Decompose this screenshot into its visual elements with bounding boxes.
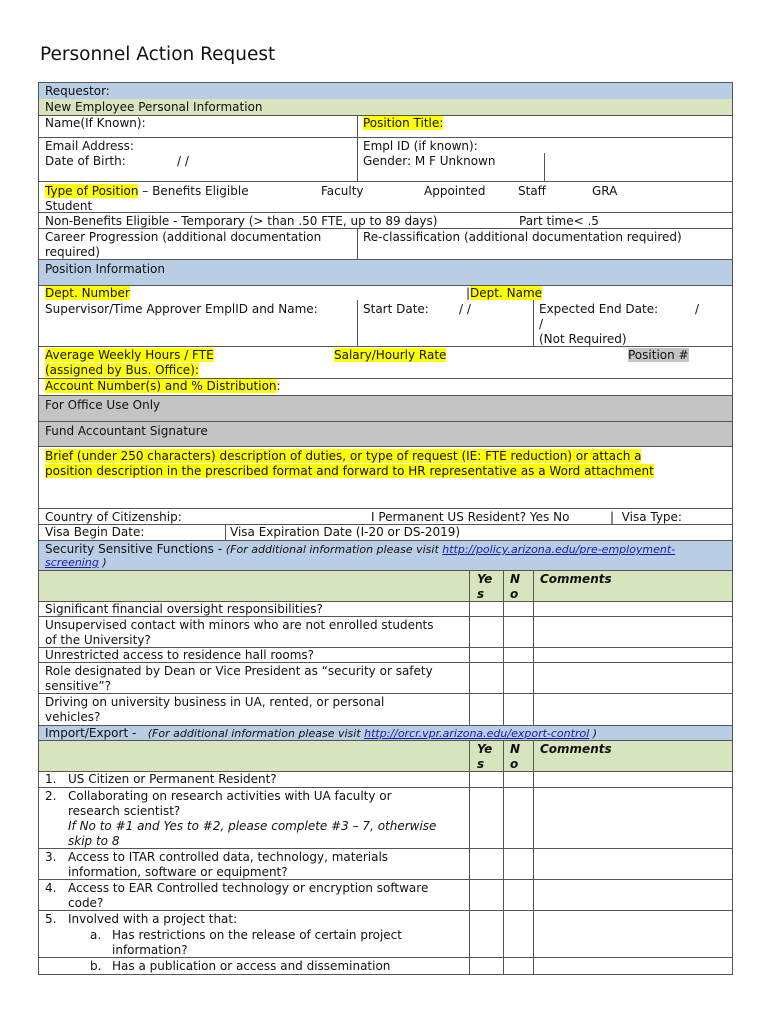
email-label: Email Address: bbox=[45, 139, 134, 153]
ie-col-yes: Ye bbox=[477, 742, 493, 756]
table-row-cont: vehicles? bbox=[45, 710, 101, 724]
fund-accountant-label: Fund Accountant Signature bbox=[45, 424, 208, 438]
ie-close: ) bbox=[589, 727, 598, 740]
ssf-col-comments: Comments bbox=[540, 572, 612, 586]
ie-item-4-number: 4. bbox=[45, 881, 57, 895]
empl-id-label: Empl ID (if known): bbox=[363, 139, 478, 153]
table-row: Unrestricted access to residence hall rooms? bbox=[45, 648, 315, 662]
position-info-heading: Position Information bbox=[45, 262, 165, 276]
ie-heading: Import/Export - bbox=[45, 726, 141, 740]
ie-col-yes-2: s bbox=[477, 757, 485, 771]
non-benefits-label: Non-Benefits Eligible - Temporary (> than .50 FTE, up to 89 days) bbox=[45, 214, 438, 228]
ssf-heading: Security Sensitive Functions - bbox=[45, 542, 226, 556]
ie-item-5a-letter: a. bbox=[90, 928, 102, 942]
gra-option: GRA bbox=[592, 184, 618, 198]
ie-item-2-instruction-2: skip to 8 bbox=[68, 834, 120, 848]
ssf-note: (For additional information please visit bbox=[225, 543, 443, 556]
new-employee-heading: New Employee Personal Information bbox=[45, 100, 263, 114]
assigned-by-label: (assigned by Bus. Office): bbox=[45, 363, 199, 377]
ie-item-3-cont: information, software or equipment? bbox=[68, 865, 288, 879]
salary-label: Salary/Hourly Rate bbox=[334, 348, 447, 362]
not-required-label: (Not Required) bbox=[539, 332, 627, 346]
ie-item-5b-letter: b. bbox=[90, 959, 102, 973]
ie-item-4: Access to EAR Controlled technology or encryption software bbox=[68, 881, 429, 895]
permanent-resident-question: I Permanent US Resident? Yes No bbox=[371, 510, 570, 524]
gender-options: Gender: M F Unknown bbox=[363, 154, 496, 168]
table-row: Unsupervised contact with minors who are not enrolled students bbox=[45, 618, 434, 632]
start-date-label: Start Date: bbox=[363, 302, 429, 316]
position-number-label: Position # bbox=[628, 348, 689, 362]
ie-item-2-instruction: If No to #1 and Yes to #2, please complete #3 – 7, otherwise bbox=[68, 819, 437, 833]
ie-col-comments: Comments bbox=[540, 742, 612, 756]
start-date-slashes: / / bbox=[459, 302, 471, 316]
ie-item-5: Involved with a project that: bbox=[68, 912, 238, 926]
citizenship-label: Country of Citizenship: bbox=[45, 510, 182, 524]
reclassification-label: Re-classification (additional documentation required) bbox=[363, 230, 682, 244]
visa-expiration-label: Visa Expiration Date (I-20 or DS-2019) bbox=[230, 525, 461, 539]
ssf-close: ) bbox=[98, 556, 107, 569]
name-label: Name(If Known): bbox=[45, 116, 146, 130]
brief-description-line-2: position description in the prescribed format and forward to HR representative as a Word attachment bbox=[45, 464, 654, 478]
ie-col-no-2: o bbox=[510, 757, 519, 771]
avg-hours-label: Average Weekly Hours / FTE bbox=[45, 348, 214, 362]
career-progression-label: Career Progression (additional documentation bbox=[45, 230, 322, 244]
student-option: Student bbox=[45, 199, 93, 213]
dob-slashes: / / bbox=[177, 154, 189, 168]
visa-begin-label: Visa Begin Date: bbox=[45, 525, 145, 539]
account-colon: : bbox=[276, 379, 281, 393]
ie-item-2-number: 2. bbox=[45, 789, 57, 803]
dept-number-label: Dept. Number bbox=[45, 286, 130, 300]
table-row: Role designated by Dean or Vice President as “security or safety bbox=[45, 664, 433, 678]
page-title: Personnel Action Request bbox=[40, 44, 276, 65]
staff-option: Staff bbox=[518, 184, 546, 198]
ie-item-2-cont: research scientist? bbox=[68, 804, 181, 818]
position-title-label: Position Title: bbox=[363, 116, 444, 130]
ssf-col-yes-2: s bbox=[477, 587, 485, 601]
table-row-cont: sensitive”? bbox=[45, 679, 111, 693]
benefits-eligible-label: – Benefits Eligible bbox=[138, 184, 249, 198]
requestor-label: Requestor: bbox=[45, 84, 110, 98]
appointed-option: Appointed bbox=[424, 184, 486, 198]
career-progression-label-2: required) bbox=[45, 245, 100, 259]
part-time-option: Part time< .5 bbox=[519, 214, 599, 228]
visa-type-label: Visa Type: bbox=[621, 510, 682, 524]
ie-note: (For additional information please visit bbox=[147, 727, 365, 740]
ssf-col-yes: Ye bbox=[477, 572, 493, 586]
ie-item-2: Collaborating on research activities with UA faculty or bbox=[68, 789, 392, 803]
supervisor-label: Supervisor/Time Approver EmplID and Name: bbox=[45, 302, 318, 316]
type-position-label: Type of Position bbox=[45, 184, 139, 198]
ie-item-1: US Citizen or Permanent Resident? bbox=[68, 772, 277, 786]
table-row: Driving on university business in UA, rented, or personal bbox=[45, 695, 385, 709]
ie-col-no: N bbox=[510, 742, 521, 756]
ie-item-5-number: 5. bbox=[45, 912, 57, 926]
expected-end-slash-2: / bbox=[539, 317, 544, 331]
ie-item-3: Access to ITAR controlled data, technology, materials bbox=[68, 850, 389, 864]
ie-item-4-cont: code? bbox=[68, 896, 104, 910]
ssf-col-no: N bbox=[510, 572, 521, 586]
faculty-option: Faculty bbox=[321, 184, 364, 198]
ssf-col-no-2: o bbox=[510, 587, 519, 601]
ssf-policy-link[interactable]: http://policy.arizona.edu/pre-employment- bbox=[442, 543, 676, 556]
dob-label: Date of Birth: bbox=[45, 154, 126, 168]
ie-item-5b: Has a publication or access and dissemination bbox=[112, 959, 391, 973]
office-use-heading: For Office Use Only bbox=[45, 398, 161, 412]
table-row-cont: of the University? bbox=[45, 633, 151, 647]
expected-end-slash-1: / bbox=[695, 302, 700, 316]
account-numbers-label: Account Number(s) and % Distribution bbox=[45, 379, 277, 393]
ie-item-5a: Has restrictions on the release of certain project bbox=[112, 928, 402, 942]
ie-export-link[interactable]: http://orcr.vpr.arizona.edu/export-control bbox=[364, 727, 590, 740]
expected-end-label: Expected End Date: bbox=[539, 302, 659, 316]
table-row: Significant financial oversight responsibilities? bbox=[45, 602, 323, 616]
dept-name-label: Dept. Name bbox=[470, 286, 543, 300]
ie-item-1-number: 1. bbox=[45, 772, 57, 786]
ssf-policy-link-2[interactable]: screening bbox=[45, 556, 99, 569]
brief-description-line-1: Brief (under 250 characters) description of duties, or type of request (IE: FTE reduction) or attach a bbox=[45, 449, 642, 463]
ie-item-3-number: 3. bbox=[45, 850, 57, 864]
ie-item-5a-cont: information? bbox=[112, 943, 188, 957]
